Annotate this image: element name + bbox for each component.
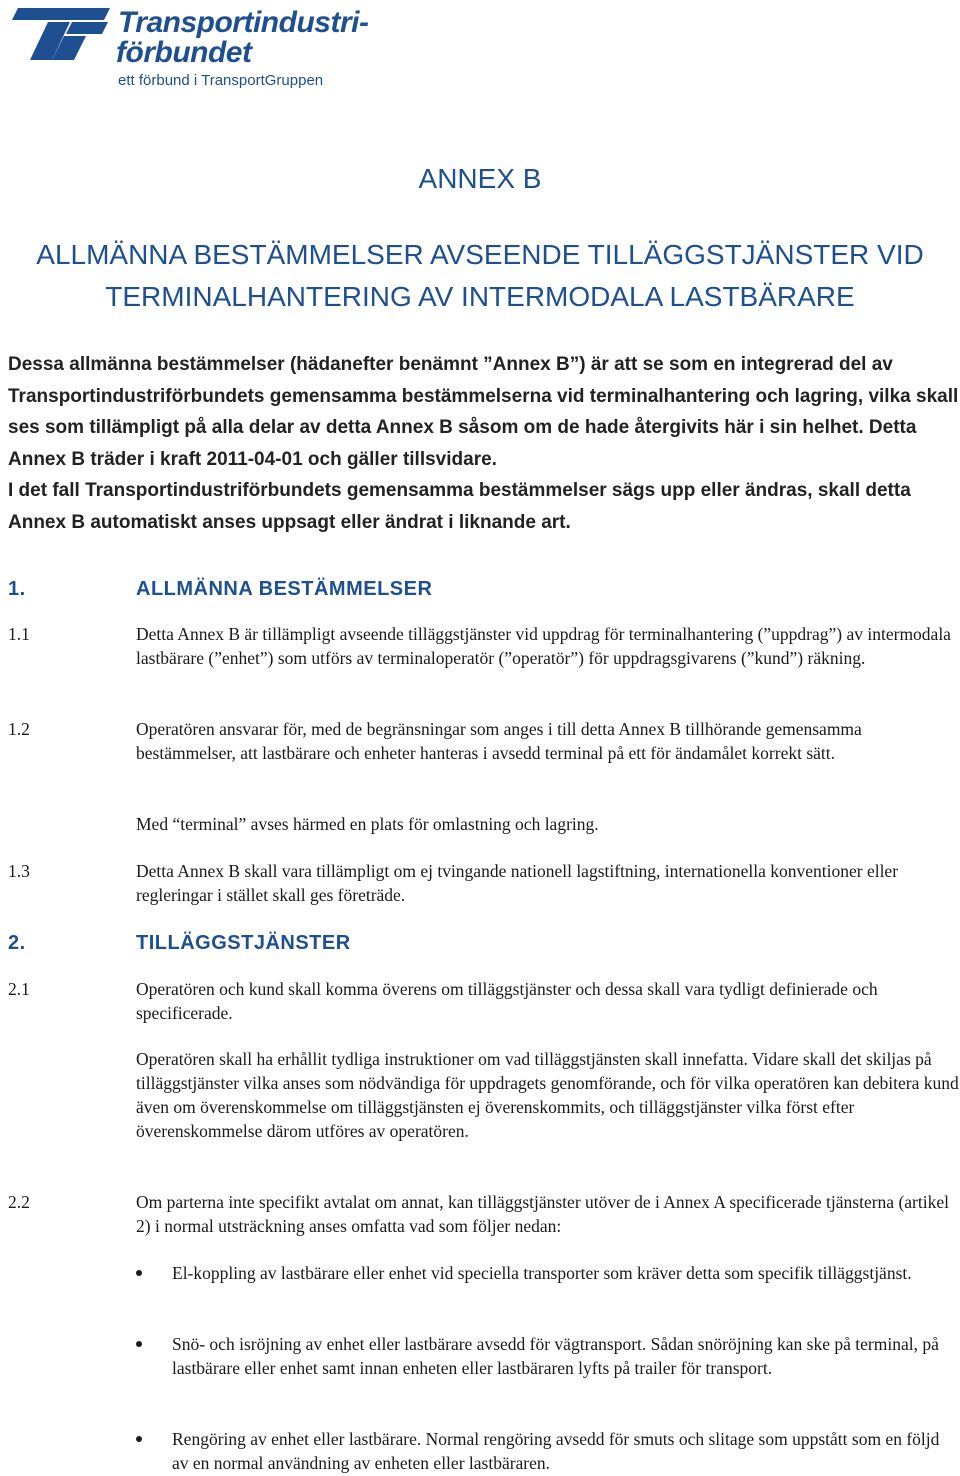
annex-title: ANNEX B [418,163,542,194]
list-item [136,1261,960,1285]
list-item-text: Snö- och isröjning av enhet eller lastbärare avsedd för vägtransport. Sådan snöröjning kan ske på terminal, på lastbärare eller enhet samt innan enheten eller lastbäraren lyfts på trailer för transport. [172,1334,939,1378]
document-title [0,234,960,318]
clause-1-3 [8,859,960,907]
clause-text: Detta Annex B skall vara tillämpligt om ej tvingande nationell lagstiftning, internationella konventioner eller regleringar i stället skall ges företräde. [136,861,899,905]
clause-text: Operatören och kund skall komma överens om tilläggstjänster och dessa skall vara tydligt definierade och specificerade. [136,979,878,1023]
intro-paragraph-2: I det fall Transportindustriförbundets gemensamma bestämmelser sägs upp eller ändras, skall detta Annex B automatiskt anses uppsagt eller ändrat i liknande art. [8,480,911,533]
logo-line-2: förbundet [116,36,252,69]
list-item-text: Rengöring av enhet eller lastbärare. Normal rengöring avsedd för smuts och slitage som uppstått som en följd av en normal användning av enheten eller lastbäraren. [172,1429,940,1473]
section-2-heading [8,932,351,955]
clause-text: Detta Annex B är tillämpligt avseende tilläggstjänster vid uppdrag för terminalhantering (”uppdrag”) av intermodala lastbärare (”enhet”) som utförs av terminaloperatör (”operatör”) för uppdragsgivarens (”kund”) räkning. [136,624,951,668]
section-1-number: 1. [8,578,26,600]
bullet-dot-icon [136,1436,142,1442]
clause-text: Operatören ansvarar för, med de begränsningar som anges i till detta Annex B tillhörande gemensamma bestämmelser, att lastbärare och enheter hanteras i avsedd terminal på ett för ändamålet korrekt sätt. [136,719,862,763]
bullet-dot-icon [136,1270,142,1276]
intro [8,349,960,538]
clause-number: 1.2 [8,719,30,739]
list-item [136,1332,960,1380]
clause-2-1-paragraph-2: Operatören skall ha erhållit tydliga instruktioner om vad tilläggstjänsten skall innefatta. Vidare skall det skiljas på tilläggstjänster vilka anses som nödvändiga för uppdragets genomförande, och för vilka operatören kan debitera kund även om överenskommelse om tilläggstjänsten ej överenskommits, och tilläggstjänster vilka först efter överenskommelse därom utföres av operatören. [136,1049,959,1141]
logo [8,6,448,92]
clause-1-2-paragraph-2: Med “terminal” avses härmed en plats för omlastning och lagring. [136,814,599,834]
section-2-number: 2. [8,932,26,954]
clause-number: 2.1 [8,979,30,999]
section-1-title: ALLMÄNNA BESTÄMMELSER [136,578,433,600]
tf-logo-icon [8,6,112,62]
clause-1-1 [8,622,960,670]
clause-1-2 [8,717,960,765]
document-title-line-1: ALLMÄNNA BESTÄMMELSER AVSEENDE TILLÄGGSTJÄNSTER VID [36,239,924,270]
section-2-title: TILLÄGGSTJÄNSTER [136,932,351,954]
bullet-dot-icon [136,1341,142,1347]
document-title-line-2: TERMINALHANTERING AV INTERMODALA LASTBÄRARE [105,281,855,312]
clause-text: Om parterna inte specifikt avtalat om annat, kan tilläggstjänster utöver de i Annex A specificerade tjänsterna (artikel 2) i normal utsträckning anses omfatta vad som följer nedan: [136,1192,949,1236]
logo-tagline: ett förbund i TransportGruppen [118,72,324,89]
logo-line-1: Transportindustri- [118,6,369,39]
intro-paragraph-1: Dessa allmänna bestämmelser (hädanefter benämnt ”Annex B”) är att se som en integrerad del av Transportindustriförbundets gemensamma bestämmelserna vid terminalhantering och lagring, vilka skall ses som tillämpligt på alla delar av detta Annex B såsom om de hade återgivits här i sin helhet. Detta Annex B träder i kraft 2011-04-01 och gäller tillsvidare. [8,354,959,470]
clause-number: 1.1 [8,624,30,644]
clause-2-2 [8,1190,960,1238]
list-item-text: El-koppling av lastbärare eller enhet vid speciella transporter som kräver detta som specifik tilläggstjänst. [172,1263,912,1283]
list-item [136,1427,960,1475]
clause-number: 2.2 [8,1192,30,1212]
clause-2-1 [8,977,960,1025]
section-1-heading [8,578,432,601]
clause-number: 1.3 [8,861,30,881]
